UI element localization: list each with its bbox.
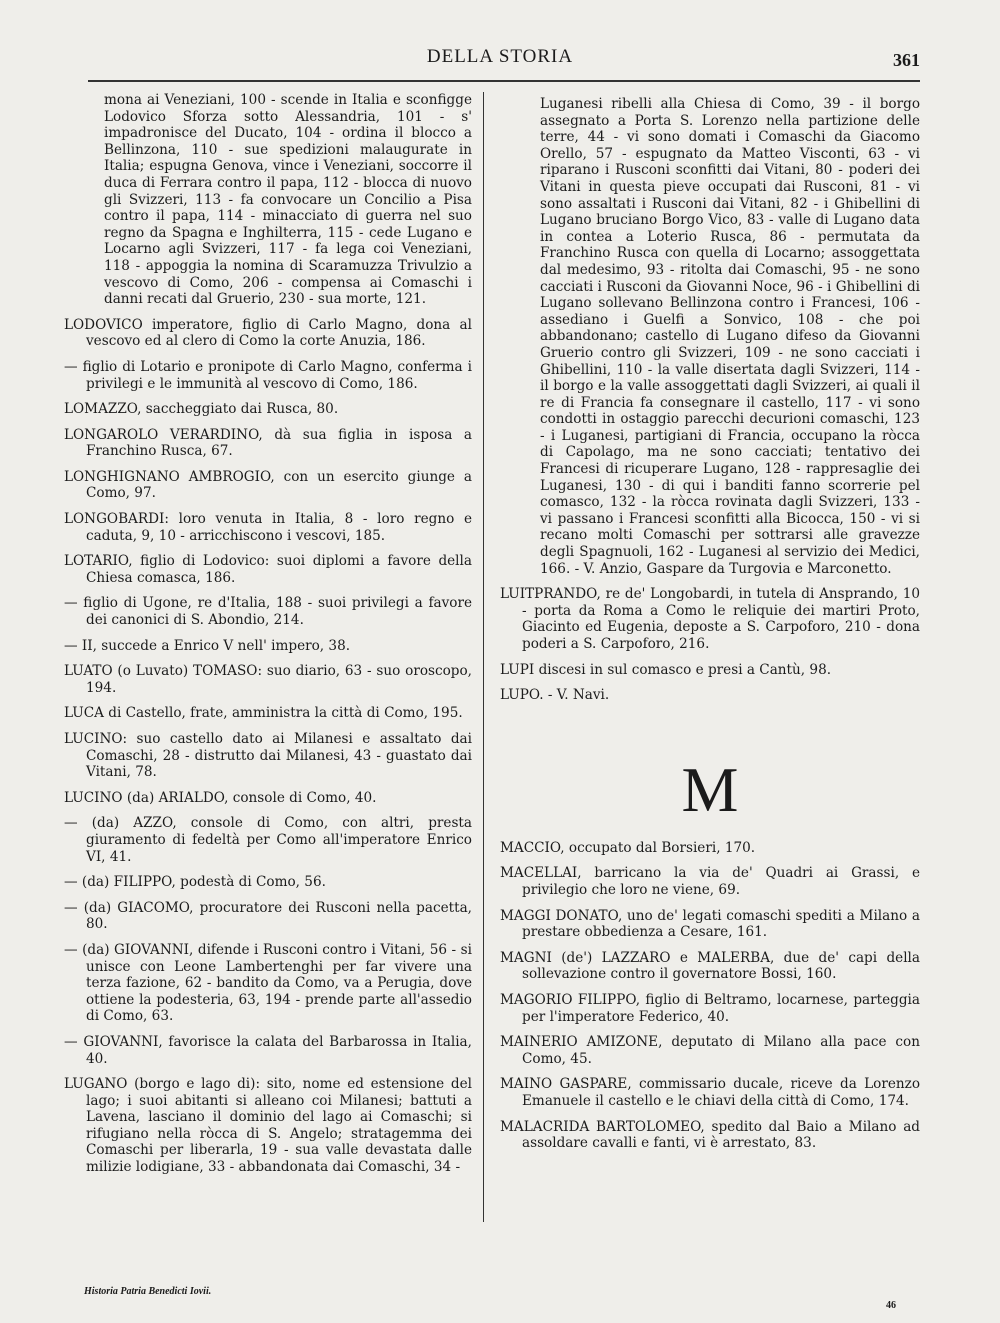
column-divider — [483, 92, 484, 1222]
index-entry: mona ai Veneziani, 100 - scende in Italia e sconfigge Lodovico Sforza sotto Alessandria, 101 - s' impadronisce del Ducato, 104 - ordina il blocco a Bellinzona, 110 - sue spedizioni malaugurate in Italia; espugna Genova, vince i Veneziani, soccorre il duca di Ferrara contro il papa, 112 - blocca di nuovo gli Svizzeri, 113 - fa convocare un Concilio a Pisa contro il papa, 114 - minacciato di guerra nel suo regno da Spagna e Inghilterra, 115 - cede Lugano e Locarno agli Svizzeri, 117 - fa lega coi Veneziani, 118 - appoggia la nomina di Scaramuzza Trivulzio a vescovo di Como, 206 - compensa ai Comaschi i danni recati dal Gruerio, 230 - sua morte, 121. — [104, 92, 472, 308]
index-entry: MACELLAI, barricano la via de' Quadri ai Grassi, e privilegio che loro ne viene, 69. — [500, 865, 920, 898]
footer-sheet-number: 46 — [886, 1300, 896, 1311]
index-entry: LODOVICO imperatore, figlio di Carlo Magno, dona al vescovo ed al clero di Como la corte Anuzia, 186. — [64, 316, 472, 350]
page-number: 361 — [893, 50, 920, 70]
right-column — [500, 96, 920, 1161]
index-entry: LUGANO (borgo e lago di): sito, nome ed estensione del lago; i suoi abitanti si alleano coi Milanesi; battuti a Lavena, lasciano il dominio del lago ai Comaschi; si rifugiano nella ròcca di S. Angelo; stratagemma dei Comaschi per liberarla, 19 - sua valle devastata dalle milizie lodigiane, 33 - abbandonata dai Comaschi, 34 - — [64, 1076, 472, 1176]
index-entry: — GIOVANNI, favorisce la calata del Barbarossa in Italia, 40. — [64, 1033, 472, 1067]
index-entry: — figlio di Ugone, re d'Italia, 188 - suoi privilegi a favore dei canonici di S. Abondio, 214. — [64, 595, 472, 629]
index-entry: LUITPRANDO, re de' Longobardi, in tutela di Ansprando, 10 - porta da Roma a Como le reliquie dei martiri Proto, Giacinto ed Eugenia, deposte a S. Carpoforo, 210 - dona poderi a S. Carpoforo, 216. — [500, 586, 920, 652]
index-entry: LUATO (o Luvato) TOMASO: suo diario, 63 - suo oroscopo, 194. — [64, 663, 472, 696]
left-column — [64, 92, 472, 1185]
header-rule — [88, 80, 920, 82]
index-entry: LONGHIGNANO AMBROGIO, con un esercito giunge a Como, 97. — [64, 468, 472, 502]
index-entry: LUCA di Castello, frate, amministra la città di Como, 195. — [64, 705, 463, 722]
index-entry: LUPI discesi in sul comasco e presi a Cantù, 98. — [500, 661, 832, 678]
index-entry: LOMAZZO, saccheggiato dai Rusca, 80. — [64, 401, 339, 418]
index-entry: MALACRIDA BARTOLOMEO, spedito dal Baio a Milano ad assoldare cavalli e fanti, vi è arrestato, 83. — [500, 1118, 920, 1152]
footer-signature: Historia Patria Benedicti Iovii. — [84, 1286, 212, 1297]
index-entry: MACCIO, occupato dal Borsieri, 170. — [500, 839, 756, 856]
index-entry: MAINERIO AMIZONE, deputato di Milano alla pace con Como, 45. — [500, 1034, 920, 1067]
index-entry: — II, succede a Enrico V nell' impero, 38. — [64, 637, 351, 654]
index-entry: MAINO GASPARE, commissario ducale, riceve da Lorenzo Emanuele il castello e le chiavi della città di Como, 174. — [500, 1076, 920, 1109]
index-entry: MAGORIO FILIPPO, figlio di Beltramo, locarnese, parteggia per l'imperatore Federico, 40. — [500, 991, 920, 1025]
index-entry: LONGOBARDI: loro venuta in Italia, 8 - loro regno e caduta, 9, 10 - arricchiscono i vescovi, 185. — [64, 511, 472, 544]
index-entry: LUCINO (da) ARIALDO, console di Como, 40. — [64, 789, 377, 806]
running-title: DELLA STORIA — [426, 46, 574, 67]
section-letter: M — [681, 753, 739, 825]
index-entry: Luganesi ribelli alla Chiesa di Como, 39 - il borgo assegnato a Porta S. Lorenzo nella partizione delle terre, 44 - vi sono domati i Comaschi da Giacomo Orello, 57 - espugnato da Matteo Visconti, 63 - vi riparano i Rusconi sconfitti dai Vitani, 80 - poderi dei Vitani in questa pieve occupati dai Rusconi, 81 - vi sono assaltati i Rusconi dai Vitani, 82 - i Ghibellini di Lugano bruciano Borgo Vico, 83 - valle di Lugano data in contea a Loterio Rusca, 86 - permutata da Franchino Rusca con quella di Locarno; assoggettata dal medesimo, 93 - ritolta dai Comaschi, 95 - ne sono cacciati i Rusconi da Giovanni Noce, 96 - i Ghibellini di Lugano sollevano Bellinzona contro i Francesi, 106 - assediano i Guelfi a Sonvico, 108 - che poi abbandonano; castello di Lugano difeso da Giovanni Gruerio contro gli Svizzeri, 109 - ne sono cacciati i Ghibellini, 110 - la valle disertata dagli Svizzeri, 114 - il borgo e la valle assoggettati dagli Svizzeri, ai quali il re di Francia fa consegnare il castello, 117 - vi sono condotti in ostaggio parecchi decurioni comaschi, 123 - i Luganesi, partigiani di Francia, occupano la ròcca di Capolago, ma ne sono cacciati; tentativo dei Francesi di ricuperare Lugano, 128 - rappresaglie dei Luganesi, 130 - di qui i banditi fanno scorrerie pel comasco, 132 - la ròcca rovinata dagli Svizzeri, 133 - vi passano i Francesi sconfitti alla Bicocca, 150 - vi si recano molti Comaschi per sottrarsi alle gravezze degli Spagnuoli, 162 - Luganesi al servizio dei Medici, 166. - V. Anzio, Gaspare da Turgovia e Marconetto. — [540, 96, 920, 577]
index-entry: LONGAROLO VERARDINO, dà sua figlia in isposa a Franchino Rusca, 67. — [64, 426, 472, 460]
index-entry: — (da) AZZO, console di Como, con altri, presta giuramento di fedeltà per Como all'imperatore Enrico VI, 41. — [64, 815, 472, 865]
index-entry: LUPO. - V. Navi. — [500, 687, 610, 704]
index-entry: — (da) GIOVANNI, difende i Rusconi contro i Vitani, 56 - si unisce con Leone Lambertenghi per far vivere una terza fazione, 62 - bandito da Como, va a Perugia, dove ottiene la podesteria, 63, 194 - prende parte all'assedio di Como, 63. — [64, 941, 472, 1025]
index-entry: — (da) GIACOMO, procuratore dei Rusconi nella pacetta, 80. — [64, 899, 472, 933]
index-entry: MAGGI DONATO, uno de' legati comaschi spediti a Milano a prestare obbedienza a Cesare, 161. — [500, 907, 920, 941]
index-entry: MAGNI (de') LAZZARO e MALERBA, due de' capi della sollevazione contro il governatore Bossi, 160. — [500, 949, 920, 983]
index-entry: — figlio di Lotario e pronipote di Carlo Magno, conferma i privilegi e le immunità al vescovo di Como, 186. — [64, 358, 472, 392]
index-entry: LUCINO: suo castello dato ai Milanesi e assaltato dai Comaschi, 28 - distrutto dai Milanesi, 43 - guastato dai Vitani, 78. — [64, 731, 472, 781]
index-entry: LOTARIO, figlio di Lodovico: suoi diplomi a favore della Chiesa comasca, 186. — [64, 553, 472, 586]
index-entry: — (da) FILIPPO, podestà di Como, 56. — [64, 874, 326, 891]
